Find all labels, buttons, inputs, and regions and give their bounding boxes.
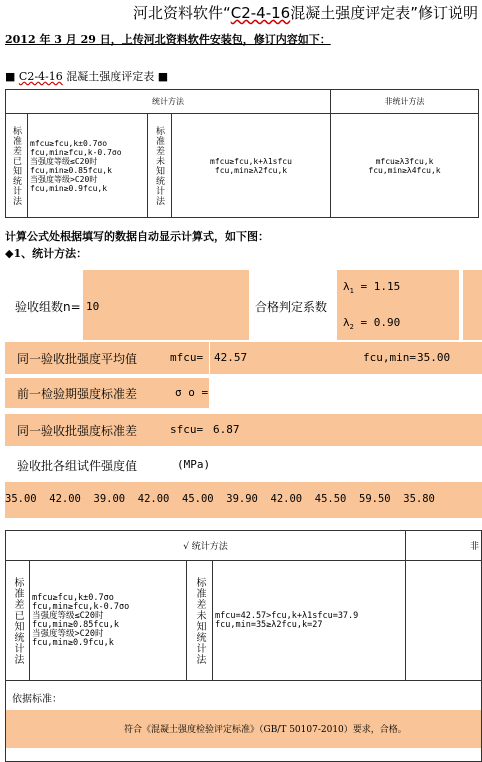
square-bullet-icon: ■ xyxy=(157,70,169,83)
nonstat-formulas xyxy=(331,114,479,218)
known-std-formulas xyxy=(30,561,187,681)
title-prefix: 河北资料软件“ xyxy=(132,4,231,22)
revision-date-text: 2012 年 3 月 29 日，上传河北资料软件安装包，修订内容如下： xyxy=(5,33,331,46)
strength-values: 35.00 42.00 39.00 42.00 45.00 39.90 42.00 45.50 59.50 35.80 xyxy=(5,493,435,505)
section-name: 混凝土强度评定表 xyxy=(66,70,155,83)
formula-line: fcu,min=35≥λ2fcu,k=27 xyxy=(215,619,323,630)
formula-line: fcu,min≥0.85fcu,k xyxy=(32,619,119,630)
known-std-formulas xyxy=(28,114,148,218)
nonstat-method-header-partial: 非 xyxy=(406,531,482,561)
formula-line: 当强度等级≤C20时 xyxy=(32,610,104,621)
formula-line: fcu,min≥0.9fcu,k xyxy=(30,183,108,193)
mean-label: 同一验收批强度平均值 xyxy=(17,352,138,366)
result-table xyxy=(5,530,482,681)
stat-method-header-checked: √ 统计方法 xyxy=(6,531,406,561)
formula-line: fcu,min≥fcu,k-0.7σo xyxy=(32,601,130,612)
formula-line: mfcu≥fcu,k±0.7σo xyxy=(32,592,114,603)
std-label: 同一验收批强度标准差 xyxy=(17,424,138,438)
formula-note: 计算公式处根据填写的数据自动显示计算式，如下图： xyxy=(5,230,269,243)
sigma-label: σ o = xyxy=(175,386,209,399)
strength-label-row xyxy=(5,452,482,478)
basis-label: 依据标准： xyxy=(12,694,62,705)
formula-line: mfcu=42.57>fcu,k+λ1sfcu=37.9 xyxy=(215,610,359,621)
revision-date-line xyxy=(5,31,331,47)
formula-line: fcu,min≥λ2fcu,k xyxy=(214,165,288,175)
lambda2-text: $\lambda_2 = 0.90$ xyxy=(343,316,401,332)
nonstat-method-header: 非统计方法 xyxy=(331,90,479,114)
fcumin-label: fcu,min= xyxy=(363,351,416,364)
formula-line: fcu,min≥λ4fcu,k xyxy=(368,165,441,175)
lambda2-value: = 0.90 xyxy=(360,316,401,329)
prev-std-row xyxy=(5,378,482,408)
formula-line: 当强度等级>C20时 xyxy=(32,628,104,639)
unknown-std-label: 标准差未知统计法 xyxy=(187,561,213,681)
mfcu-label: mfcu= xyxy=(170,351,204,364)
lambda-cell xyxy=(337,270,459,340)
formula-line: fcu,min≥0.9fcu,k xyxy=(32,637,114,648)
formula-line: 当强度等级>C20时 xyxy=(30,174,98,184)
std-row xyxy=(5,414,482,446)
title-suffix: 混凝土强度评定表”修订说明 xyxy=(290,4,478,22)
formula-line: fcu,min≥0.85fcu,k xyxy=(30,165,112,175)
formula-line: 当强度等级≤C20时 xyxy=(30,156,98,166)
mean-row xyxy=(5,342,482,374)
prev-std-label: 前一检验期强度标准差 xyxy=(17,387,138,401)
coefficient-label: 合格判定系数 xyxy=(255,300,328,314)
formula-line: mfcu≥fcu,k±0.7σo xyxy=(30,138,108,148)
basis-block xyxy=(5,680,482,762)
fcumin-value: 35.00 xyxy=(417,351,451,364)
sfcu-value: 6.87 xyxy=(213,423,240,436)
group-count-value: 10 xyxy=(86,300,100,313)
group-count-row xyxy=(5,270,482,340)
nonstat-cell-partial xyxy=(406,561,482,681)
section-code: C2-4-16 xyxy=(18,70,63,83)
formula-line: fcu,min≥fcu,k-0.7σo xyxy=(30,147,122,157)
unknown-std-label: 标准差未知统计法 xyxy=(148,114,172,218)
formula-line: mfcu≥λ3fcu,k xyxy=(375,156,434,166)
square-bullet-icon: ■ xyxy=(5,70,16,83)
strength-unit: (MPa) xyxy=(177,458,211,471)
mfcu-cell xyxy=(209,342,359,374)
conclusion-text: 符合《混凝土强度检验评定标准》（GB/T 50107-2010）要求，合格。 xyxy=(124,725,407,735)
strength-values-row xyxy=(5,482,482,518)
unknown-std-formulas-computed xyxy=(213,561,406,681)
formula-line: mfcu≥fcu,k+λ1sfcu xyxy=(210,156,292,166)
lambda1-value: = 1.15 xyxy=(360,280,401,293)
sfcu-label: sfcu= xyxy=(170,423,204,436)
group-count-label: 验收组数n= xyxy=(15,300,81,314)
group-count-cell xyxy=(83,270,249,340)
known-std-label: 标准差已知统计法 xyxy=(6,114,28,218)
strength-label: 验收批各组试件强度值 xyxy=(17,459,138,473)
unknown-std-formulas xyxy=(172,114,331,218)
section-heading xyxy=(5,68,168,84)
known-std-label: 标准差已知统计法 xyxy=(6,561,30,681)
stat-method-header: 统计方法 xyxy=(6,90,331,114)
conclusion-cell xyxy=(6,710,481,748)
document-title xyxy=(0,2,482,23)
criteria-table xyxy=(5,89,479,218)
mfcu-value: 42.57 xyxy=(214,351,248,364)
title-code: C2-4-16 xyxy=(230,4,291,22)
lambda1-text: $\lambda_1 = 1.15$ xyxy=(343,280,401,296)
method-heading: ◆1、统计方法： xyxy=(5,247,88,260)
